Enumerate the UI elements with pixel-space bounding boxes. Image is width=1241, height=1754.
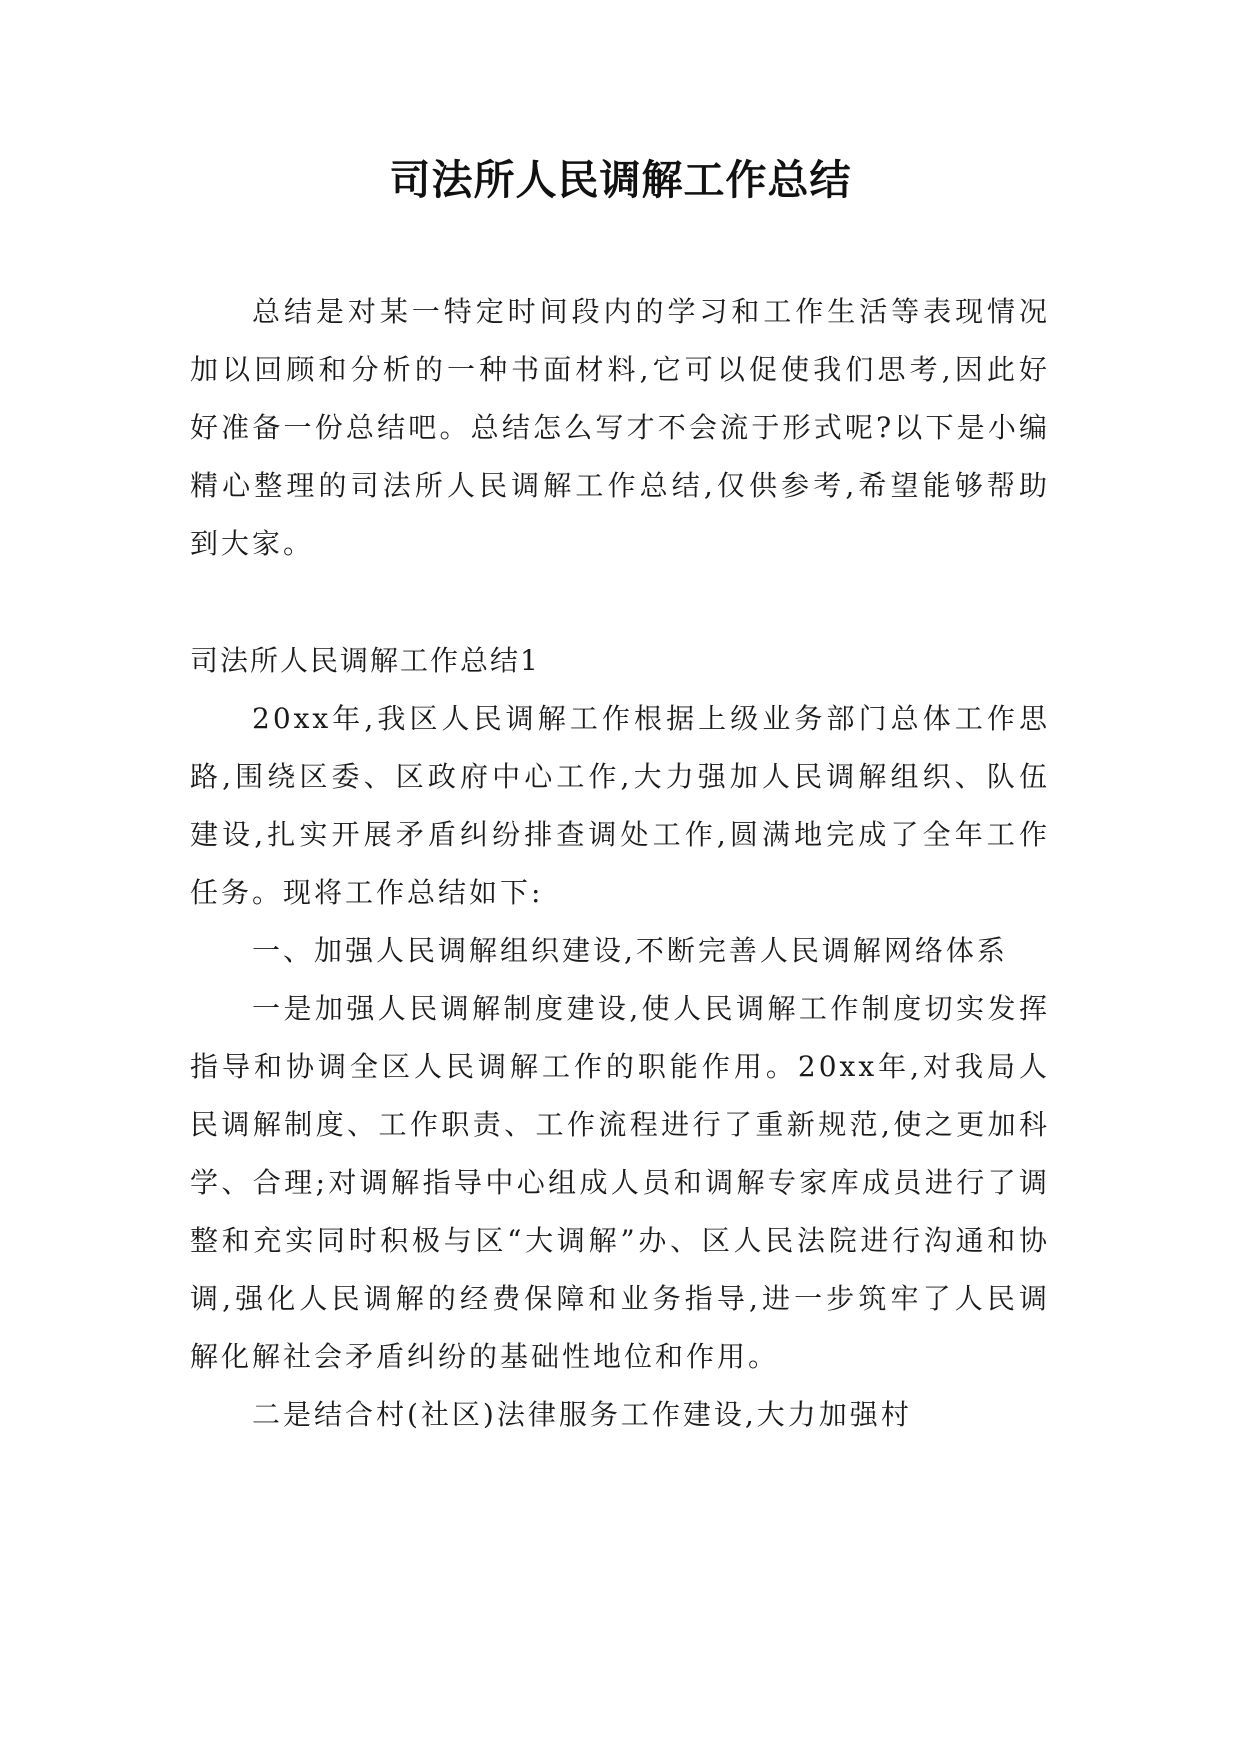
section-subheading: 一、加强人民调解组织建设,不断完善人民调解网络体系 xyxy=(252,934,1008,967)
document-body xyxy=(190,283,1050,1444)
body-paragraph: 20xx年,我区人民调解工作根据上级业务部门总体工作思路,围绕区委、区政府中心工作,大力强加人民调解组织、队伍建设,扎实开展矛盾纠纷排查调处工作,圆满地完成了全年工作任务。现将工作总结如下: xyxy=(190,702,1050,909)
intro-paragraph: 总结是对某一特定时间段内的学习和工作生活等表现情况加以回顾和分析的一种书面材料,它可以促使我们思考,因此好好准备一份总结吧。总结怎么写才不会流于形式呢?以下是小编精心整理的司法所人民调解工作总结,仅供参考,希望能够帮助到大家。 xyxy=(190,295,1050,560)
body-paragraph: 二是结合村(社区)法律服务工作建设,大力加强村 xyxy=(252,1398,912,1431)
body-paragraph: 一是加强人民调解制度建设,使人民调解工作制度切实发挥指导和协调全区人民调解工作的职能作用。20xx年,对我局人民调解制度、工作职责、工作流程进行了重新规范,使之更加科学、合理;对调解指导中心组成人员和调解专家库成员进行了调整和充实同时积极与区“大调解”办、区人民法院进行沟通和协调,强化人民调解的经费保障和业务指导,进一步筑牢了人民调解化解社会矛盾纠纷的基础性地位和作用。 xyxy=(190,992,1050,1373)
section-heading: 司法所人民调解工作总结1 xyxy=(190,644,540,677)
document-title: 司法所人民调解工作总结 xyxy=(389,156,852,204)
